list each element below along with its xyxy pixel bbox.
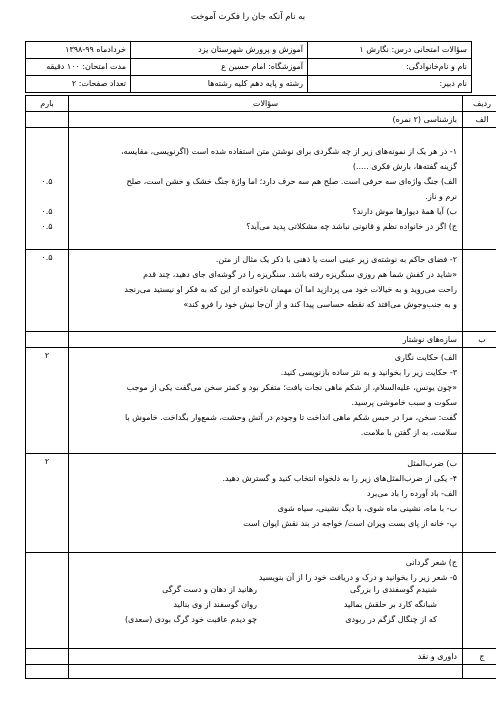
question-line: ب) ضرب‌المثل <box>407 459 457 468</box>
verse-hemistich-left: روان گوسفند از وی بنالید <box>173 600 257 609</box>
header-grade: رشته و پایه دهم کلیه رشته‌ها <box>131 76 308 93</box>
question-line: «چون یونس، علیه‌السلام، از شکم ماهی نجات یافت؛ متفکر بود و کمتر سخن می‌گفت یکی از موجب <box>126 383 457 392</box>
header-student-name: نام و نام‌خانوادگی: <box>308 59 472 76</box>
verse-hemistich-left: چو دیدم عاقبت خود گرگ بودی (سعدی) <box>124 615 257 624</box>
poem-verse <box>74 585 457 600</box>
question-3 <box>69 348 463 454</box>
question-line: ب) آیا همهٔ دیوارها موش دارند؟ <box>352 206 457 216</box>
mark-value: ۰.۵ <box>41 253 53 262</box>
mark-value: ۲ <box>44 457 50 466</box>
poem-verse <box>74 600 457 615</box>
header-pages: تعداد صفحات: ۲ <box>26 76 131 93</box>
question-1-row <box>26 128 496 250</box>
question-line: گفت: سخن، مرا در حبس شکم ماهی انداخت تا وجودم در آتش وحشت، شمع‌وار بگداخت. خاموش با <box>124 413 457 422</box>
header-date: خردادماه ۹۹-۱۳۹۸ <box>26 42 131 59</box>
section-alef-title-row <box>26 112 496 128</box>
question-line: «شاید در کفش شما هم روزی سنگریزه رفته باشد. سنگریزه را در گوشه‌ای جای دهید، چند قدم <box>143 270 457 279</box>
mark-value: ۰.۵ <box>41 206 53 216</box>
question-line: راحت می‌روید و به خیالات خود می پردازید اما آن مهمان ناخوانده از این که به فکر او نیستید می‌رنجد <box>124 285 457 294</box>
section-title: بازشناسی (۲ نمره) <box>69 112 463 128</box>
question-line: الف) جنگ واژه‌ای سه حرفی است. صلح هم سه حرف دارد؛ اما واژهٔ جنگ خشک و خشن است، صلح <box>126 176 457 186</box>
question-line: ب- با ماه، نشینی ماه شوی، با دیگ نشینی، سیاه شوی <box>277 504 457 513</box>
header-row-1 <box>26 42 472 59</box>
question-4-marks <box>26 454 69 553</box>
question-3-marks <box>26 348 69 454</box>
question-line: پ- خانه از پای بست ویران است/ خواجه در بند نقش ایوان است <box>243 519 457 528</box>
question-1 <box>69 128 463 250</box>
question-4-row <box>26 454 496 553</box>
head-questions: سؤالات <box>69 96 463 112</box>
question-2-row <box>26 250 496 332</box>
mark-value: ۰.۵ <box>41 221 53 231</box>
continuation-row <box>26 665 496 679</box>
question-line: ۴- یکی از ضرب‌المثل‌های زیر را به دلخواه انتخاب کنید و گسترش دهید. <box>222 474 457 483</box>
header-department: آموزش و پرورش شهرستان یزد <box>131 42 308 59</box>
question-line: ج) اگر در خانواده نظم و قانونی نباشد چه مشکلاتی پدید می‌آید؟ <box>246 221 457 231</box>
verse-hemistich-right: شبانگه کارد بر حلقش بمالید <box>343 600 437 609</box>
question-line: گزینه گفته‌ها، بارش فکری .....) <box>352 161 457 171</box>
question-line: ۵- شعر زیر را بخوانید و درک و دریافت خود را از آن بنویسید <box>258 573 457 582</box>
question-line: و به جنب‌وجوش می‌افتد که نقطه حساسی پیدا کند و از آن‌جا نیش خود را فرو کند» <box>183 300 457 309</box>
header-row-2 <box>26 59 472 76</box>
questions-table <box>25 95 496 679</box>
header-course: سؤالات امتحانی درس: نگارش ۱ <box>308 42 472 59</box>
question-4 <box>69 454 463 553</box>
section-label: الف <box>463 112 496 128</box>
header-row-3 <box>26 76 472 93</box>
mark-value: ۲ <box>44 351 50 360</box>
question-line: ۳- حکایت زیر را بخوانید و به نثر ساده بازنویسی کنید. <box>280 368 457 377</box>
verse-hemistich-left: رهانید از دهان و دست گرگی <box>162 585 257 594</box>
question-line: سلامت، به از گفتن با ملامت. <box>360 428 457 437</box>
question-line: ۲- فضای حاکم به نوشته‌ی زیر عینی است یا ذهنی با ذکر یک مثال از متن. <box>215 255 457 264</box>
exam-header-table <box>25 41 472 93</box>
section-title: سازه‌های نوشتار <box>69 332 463 348</box>
question-5-row <box>26 553 496 649</box>
mark-value: ۰.۵ <box>41 176 53 186</box>
head-marks: بارم <box>26 96 69 112</box>
question-line: ج) شعر گردانی <box>405 558 457 567</box>
page-title: به نام آنکه جان را فکرت آموخت <box>190 12 306 22</box>
question-5 <box>69 553 463 649</box>
question-2-marks <box>26 250 69 332</box>
verse-hemistich-right: که از چنگال گرگم در ربودی <box>345 615 437 624</box>
question-line: الف- باد آورده را باد می‌برد <box>367 489 457 498</box>
header-school: آموزشگاه: امام حسین ع <box>131 59 308 76</box>
question-2 <box>69 250 463 332</box>
header-teacher: نام دبیر: <box>308 76 472 93</box>
verse-hemistich-right: شنیدم گوسفندی را بزرگی <box>350 585 437 594</box>
question-1-marks <box>26 128 69 250</box>
question-line: سکوت و سبب خاموشی پرسید. <box>351 398 457 407</box>
head-row-number: ردیف <box>463 96 496 112</box>
question-3-row <box>26 348 496 454</box>
section-jim-title-row <box>26 649 496 665</box>
header-duration: مدت امتحان: ۱۰۰ دقیقه <box>26 59 131 76</box>
section-title: داوری و نقد <box>69 649 463 665</box>
question-line: الف) حکایت نگاری <box>394 353 457 362</box>
poem-verse <box>74 615 457 630</box>
section-label: ب <box>463 332 496 348</box>
question-line: نرم و ناز. <box>425 191 457 201</box>
table-head-row <box>26 96 496 112</box>
question-line: ۱- در هر یک از نمونه‌های زیر از چه شگردی برای نوشتن متن استفاده شده است (اگرنویسی، مقایسه، <box>120 146 457 156</box>
section-be-title-row <box>26 332 496 348</box>
section-label: ج <box>463 649 496 665</box>
